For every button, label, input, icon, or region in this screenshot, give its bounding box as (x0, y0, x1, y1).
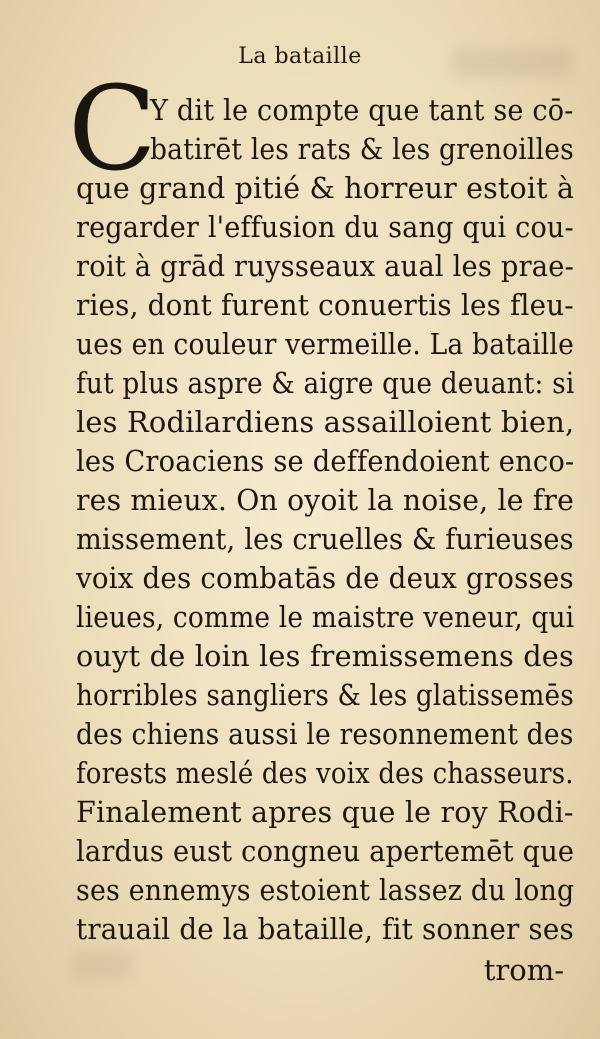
text-line: fut plus aspre & aigre que deuant: si (76, 366, 575, 400)
text-line: Finalement apres que le roy Rodi- (76, 795, 574, 829)
text-line: des chiens aussi le resonnement des (76, 717, 574, 751)
text-line: horribles sangliers & les glatissemēs (76, 678, 574, 712)
text-line: missement, les cruelles & furieuses (76, 522, 574, 556)
text-line: voix des combatās de deux grosses (76, 561, 574, 595)
text-line: regarder l'effusion du sang qui cou- (76, 210, 574, 244)
text-line: Y dit le compte que tant se cō- (150, 93, 574, 127)
text-line: que grand pitié & horreur estoit à (76, 171, 575, 205)
text-line: roit à grād ruysseaux aual les prae- (76, 249, 575, 283)
text-line: lardus eust congneu apertemēt que (76, 834, 575, 868)
text-line: ouyt de loin les fremissemens des (76, 639, 574, 673)
text-line: ses ennemys estoient lassez du long (76, 873, 575, 907)
text-line: forests meslé des voix des chasseurs. (76, 756, 574, 790)
text-line: batirēt les rats & les grenoilles (150, 132, 574, 166)
text-line: ries, dont furent conuertis les fleu- (76, 288, 574, 322)
show-through-ink-bottom (72, 950, 132, 980)
text-line: trauail de la bataille, fit sonner ses (76, 912, 574, 946)
text-line: ues en couleur vermeille. La bataille (76, 327, 574, 361)
text-line: lieues, comme le maistre veneur, qui (76, 600, 575, 634)
text-line: res mieux. On oyoit la noise, le fre (76, 483, 574, 517)
running-head: La bataille (238, 44, 362, 69)
text-line: les Rodilardiens assailloient bien, (76, 405, 575, 439)
drop-cap: C (68, 62, 157, 197)
text-line: les Croaciens se deffendoient enco- (76, 444, 575, 478)
catchword: trom- (483, 953, 564, 987)
